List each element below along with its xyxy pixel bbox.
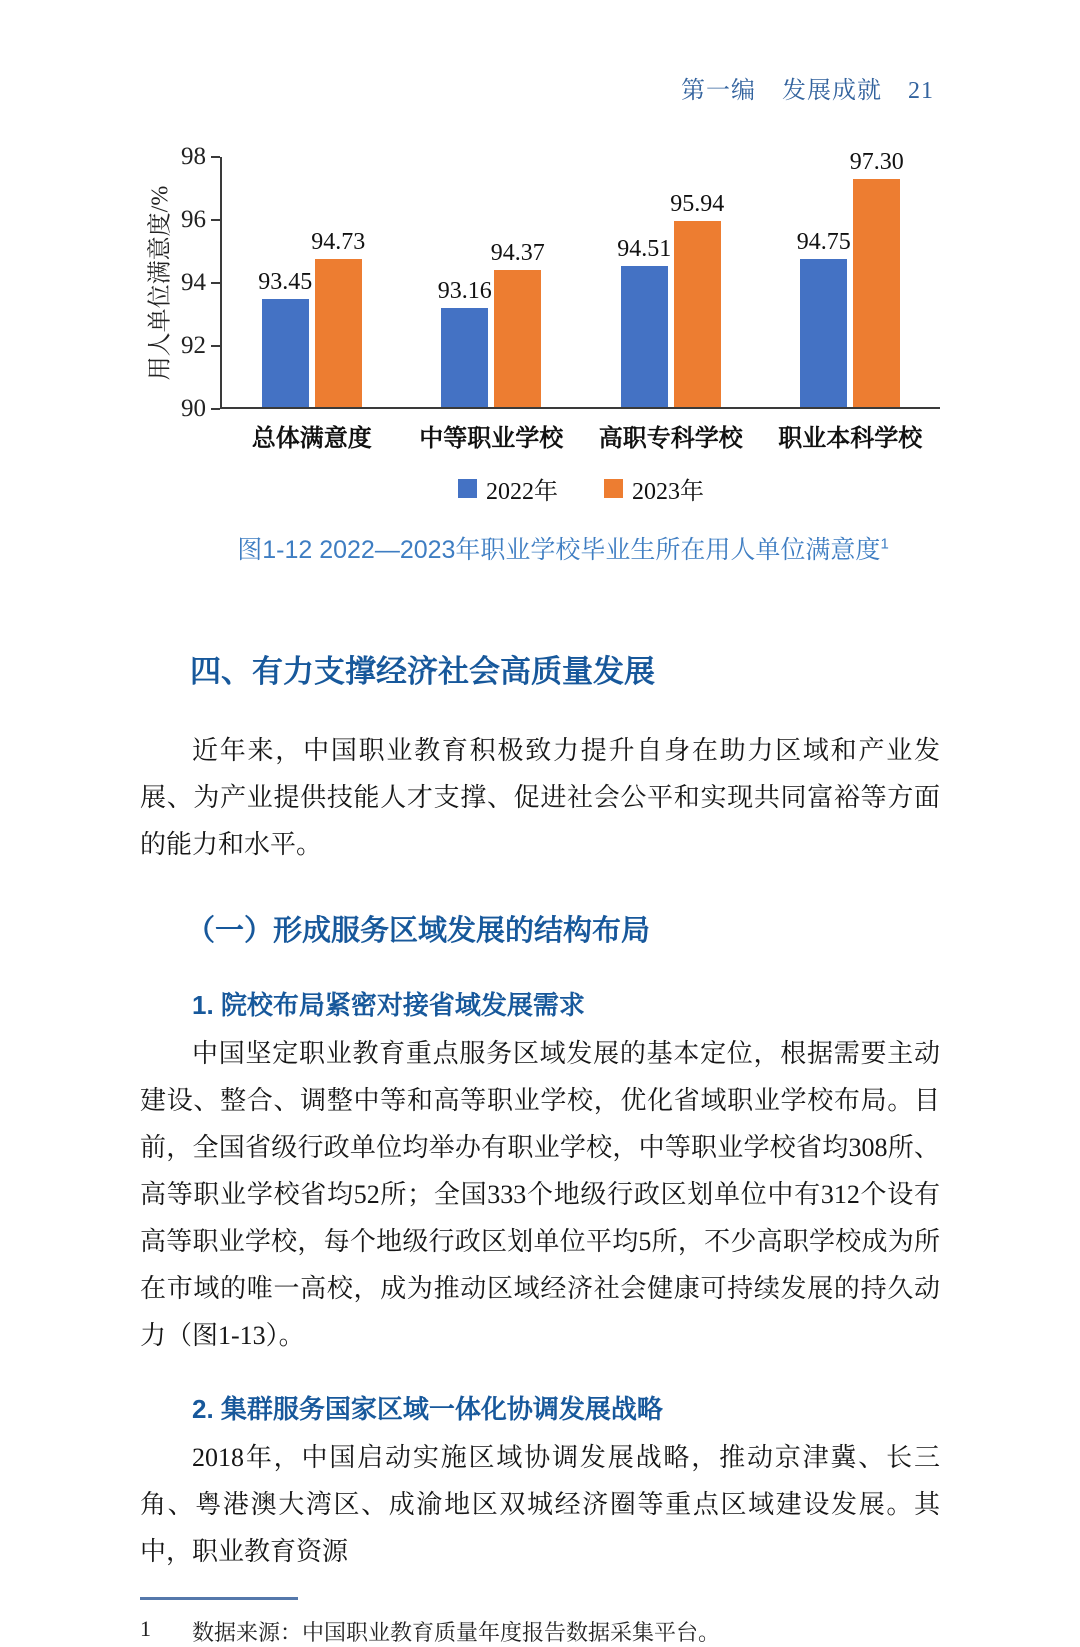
y-axis-label: 用人单位满意度/% (147, 185, 174, 381)
point2-paragraph: 2018年，中国启动实施区域协调发展战略，推动京津冀、长三角、粤港澳大湾区、成渝地区双城经济圈等重点区域建设发展。其中，职业教育资源 (140, 1443, 940, 1566)
caption-footnote-ref: 1 (880, 535, 889, 553)
point2-heading: 2. 集群服务国家区域一体化协调发展战略 (192, 1394, 663, 1424)
y-tick-mark (211, 408, 220, 410)
footnote-number: 1 (140, 1616, 151, 1641)
y-tick-mark (211, 282, 220, 284)
bar (849, 148, 904, 407)
y-tick-label: 94 (181, 269, 206, 296)
bar-value-label: 94.51 (617, 236, 672, 263)
point1-paragraph: 中国坚定职业教育重点服务区域发展的基本定位，根据需要主动建设、整合、调整中等和高等职业学校，优化省域职业学校布局。目前，全国省级行政单位均举办有职业学校，中等职业学校省均308所、高等职业学校省均52所；全国333个地级行政区划单位中有312个设有高等职业学校，每个地级行政区划单位平均5所，不少高职学校成为所在市域的唯一高校，成为推动区域经济社会健康可持续发展的持久动力（图1-13）。 (140, 1039, 940, 1350)
x-category-label: 总体满意度 (251, 426, 372, 452)
plot-area (220, 148, 940, 409)
legend-label: 2022年 (486, 479, 558, 505)
y-tick-label: 90 (181, 395, 206, 422)
y-tick-mark (211, 219, 220, 221)
bar-value-label: 95.94 (670, 191, 725, 218)
legend-swatch (604, 479, 623, 498)
bar (311, 229, 366, 407)
legend-swatch (458, 479, 477, 498)
bar (258, 269, 313, 407)
bar-group (437, 157, 545, 407)
y-axis-ticks (174, 143, 220, 422)
bar (490, 240, 545, 407)
bar-group (258, 157, 366, 407)
figure-caption (186, 530, 940, 566)
intro-paragraph: 近年来，中国职业教育积极致力提升自身在助力区域和产业发展、为产业提供技能人才支撑、促进社会公平和实现共同富裕等方面的能力和水平。 (140, 736, 940, 859)
legend-item (458, 471, 558, 506)
footnote-text: 数据来源：中国职业教育质量年度报告数据采集平台。 (192, 1620, 721, 1645)
header-section: 第一编 (681, 78, 756, 104)
bar (617, 236, 672, 407)
y-tick-label: 98 (181, 143, 206, 170)
bar-group (617, 157, 725, 407)
bar-group (796, 148, 904, 407)
y-tick-mark (211, 345, 220, 347)
legend-item (604, 471, 704, 506)
x-axis-labels (222, 418, 940, 453)
bar-value-label: 94.75 (796, 228, 851, 255)
subsection-heading: （一）形成服务区域发展的结构布局 (186, 915, 651, 947)
page-number: 21 (908, 78, 934, 104)
section-heading: 四、有力支撑经济社会高质量发展 (190, 654, 655, 689)
x-category-label: 高职专科学校 (598, 426, 743, 452)
y-tick-label: 96 (181, 206, 206, 233)
caption-text: 图1-12 2022—2023年职业学校毕业生所在用人单位满意度 (237, 536, 881, 564)
y-tick-label: 92 (181, 332, 206, 359)
bar-value-label: 94.73 (311, 229, 366, 256)
page-header (140, 70, 940, 105)
bar-chart (140, 143, 940, 566)
x-category-label: 中等职业学校 (419, 426, 564, 452)
y-tick-mark (211, 156, 220, 158)
footnote-divider (140, 1597, 298, 1600)
bar (437, 278, 492, 407)
bar-value-label: 97.30 (849, 148, 904, 175)
bar-value-label: 94.37 (490, 240, 545, 267)
bar-value-label: 93.45 (258, 269, 313, 296)
header-title: 发展成就 (782, 78, 882, 104)
legend-label: 2023年 (632, 479, 704, 505)
bar (796, 228, 851, 407)
footnote (140, 1616, 940, 1647)
point1-heading: 1. 院校布局紧密对接省域发展需求 (192, 990, 585, 1020)
bar-value-label: 93.16 (437, 278, 492, 305)
bar (670, 191, 725, 407)
x-category-label: 职业本科学校 (778, 426, 923, 452)
chart-legend (222, 471, 940, 506)
